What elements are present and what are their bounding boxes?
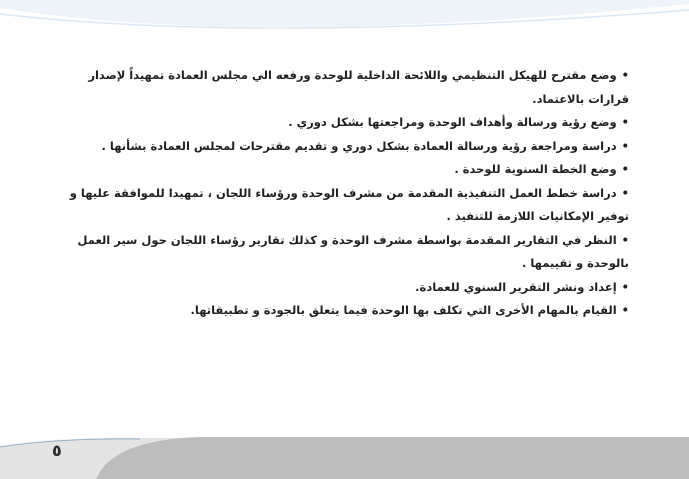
list-item-text: وضع مقترح للهيكل التنظيمي واللائحة الداخلية للوحدة ورفعه الي مجلس العمادة تمهيداً لإصدار قرارات بالاعتماد.: [88, 68, 629, 106]
list-item-text: النظر في التقارير المقدمة بواسطة مشرف الوحدة و كذلك تقارير رؤساء اللجان حول سير العمل بالوحدة و تقييمها .: [77, 232, 629, 270]
document-body: [54, 64, 629, 323]
list-item: [54, 182, 629, 229]
list-item: [54, 135, 629, 159]
bullet-icon: •: [621, 185, 629, 200]
list-item-text: وضع الخطة السنوية للوحدة .: [454, 162, 617, 176]
bullet-icon: •: [621, 115, 629, 129]
bullet-icon: •: [621, 303, 629, 317]
bullet-icon: •: [621, 138, 629, 153]
list-item-text: القيام بالمهام الأخرى التي تكلف بها الوحدة فيما يتعلق بالجودة و تطبيقاتها.: [190, 303, 617, 317]
bullet-icon: •: [621, 232, 629, 247]
list-item: [54, 229, 629, 276]
bullet-icon: •: [621, 68, 629, 82]
footer-band: [0, 434, 689, 479]
responsibilities-list: [54, 64, 629, 323]
top-decorative-swoosh: [0, 0, 689, 60]
list-item: [54, 111, 629, 135]
list-item-text: دراسة خطط العمل التنفيذية المقدمة من مشرف الوحدة ورؤساء اللجان ، تمهيدا للموافقة عليها و توفير الإمكانيات اللازمة للتنفيذ .: [69, 185, 629, 223]
list-item-text: دراسة ومراجعة رؤية ورسالة العمادة بشكل دوري و تقديم مقترحات لمجلس العمادة بشأنها .: [101, 138, 617, 153]
list-item: [54, 64, 629, 111]
list-item: [54, 158, 629, 182]
list-item: [54, 299, 629, 323]
list-item: [54, 276, 629, 300]
bullet-icon: •: [621, 162, 629, 176]
list-item-text: إعداد ونشر التقرير السنوي للعمادة.: [415, 279, 617, 294]
bullet-icon: •: [621, 279, 629, 294]
list-item-text: وضع رؤية ورسالة وأهداف الوحدة ومراجعتها بشكل دوري .: [288, 115, 617, 129]
page-number: ٥: [52, 441, 62, 460]
